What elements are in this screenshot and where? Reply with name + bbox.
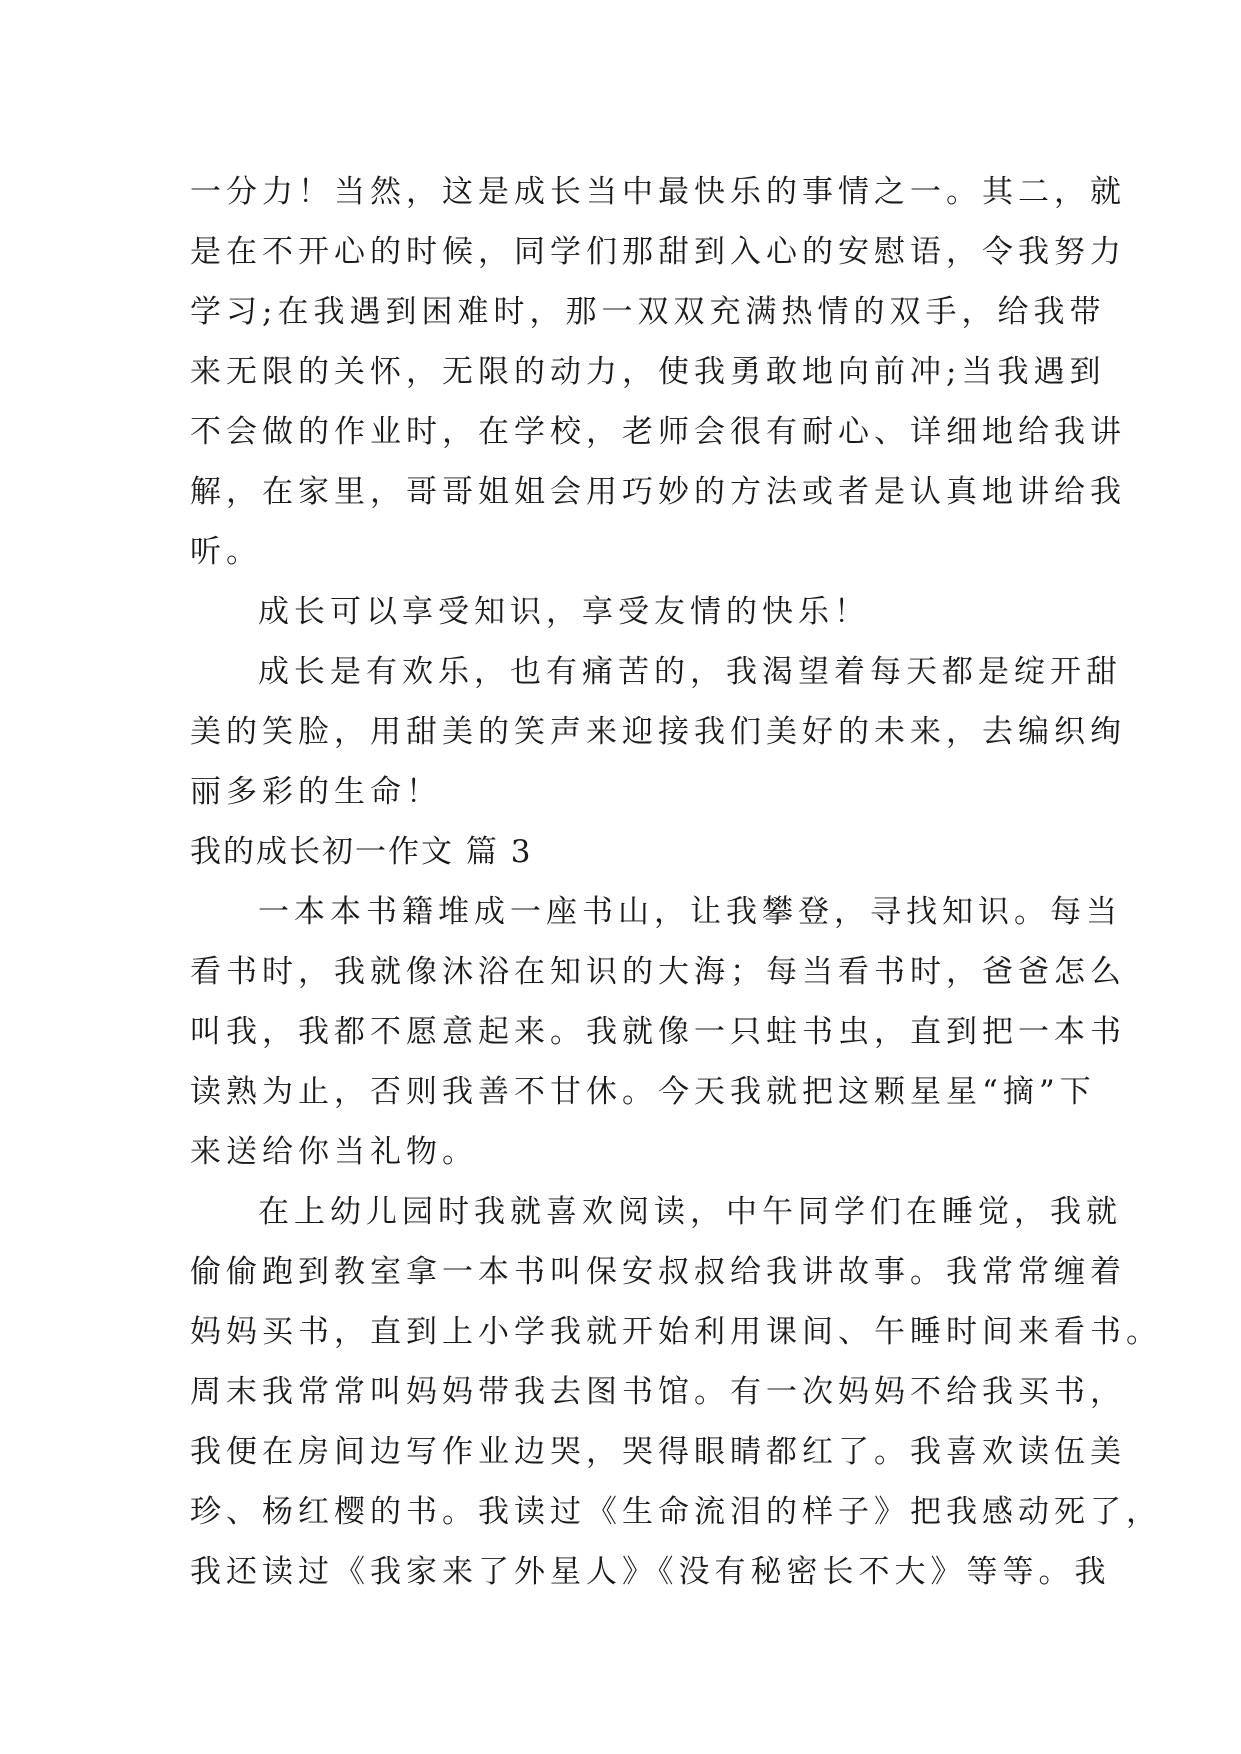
paragraph-line: 美的笑脸，用甜美的笑声来迎接我们美好的未来，去编织绚 [190, 714, 1126, 750]
paragraph-line: 成长是有欢乐，也有痛苦的，我渴望着每天都是绽开甜 [258, 654, 1122, 690]
paragraph-line: 学习;在我遇到困难时，那一双双充满热情的双手，给我带 [190, 294, 1106, 330]
paragraph-line: 在上幼儿园时我就喜欢阅读，中午同学们在睡觉，我就 [258, 1194, 1122, 1230]
paragraph-line: 解，在家里，哥哥姐姐会用巧妙的方法或者是认真地讲给我 [190, 474, 1126, 510]
paragraph-line: 周末我常常叫妈妈带我去图书馆。有一次妈妈不给我买书， [190, 1374, 1126, 1410]
paragraph-line: 成长可以享受知识，享受友情的快乐！ [258, 594, 870, 630]
paragraph-line: 不会做的作业时，在学校，老师会很有耐心、详细地给我讲 [190, 414, 1126, 450]
paragraph-line: 是在不开心的时候，同学们那甜到入心的安慰语，令我努力 [190, 234, 1126, 270]
paragraph-line: 偷偷跑到教室拿一本书叫保安叔叔给我讲故事。我常常缠着 [190, 1254, 1126, 1290]
paragraph-line: 看书时，我就像沐浴在知识的大海；每当看书时，爸爸怎么 [190, 954, 1126, 990]
paragraph-line: 我便在房间边写作业边哭，哭得眼睛都红了。我喜欢读伍美 [190, 1434, 1126, 1470]
paragraph-line: 听。 [190, 534, 262, 570]
paragraph-line: 珍、杨红樱的书。我读过《生命流泪的样子》把我感动死了， [190, 1494, 1162, 1530]
paragraph-line: 我还读过《我家来了外星人》《没有秘密长不大》等等。我 [190, 1554, 1111, 1590]
paragraph-line: 丽多彩的生命！ [190, 774, 442, 810]
paragraph-line: 一本本书籍堆成一座书山，让我攀登，寻找知识。每当 [258, 894, 1122, 930]
paragraph-line: 一分力！当然，这是成长当中最快乐的事情之一。其二，就 [190, 174, 1126, 210]
paragraph-line: 读熟为止，否则我善不甘休。今天我就把这颗星星“摘”下 [190, 1074, 1096, 1110]
paragraph-line: 来送给你当礼物。 [190, 1134, 478, 1170]
paragraph-line: 来无限的关怀，无限的动力，使我勇敢地向前冲;当我遇到 [190, 354, 1106, 390]
paragraph-line: 叫我，我都不愿意起来。我就像一只蛀书虫，直到把一本书 [190, 1014, 1126, 1050]
section-heading: 我的成长初一作文 篇 3 [190, 834, 533, 870]
document-page [190, 162, 1162, 1602]
paragraph-line: 妈妈买书，直到上小学我就开始利用课间、午睡时间来看书。 [190, 1314, 1162, 1350]
